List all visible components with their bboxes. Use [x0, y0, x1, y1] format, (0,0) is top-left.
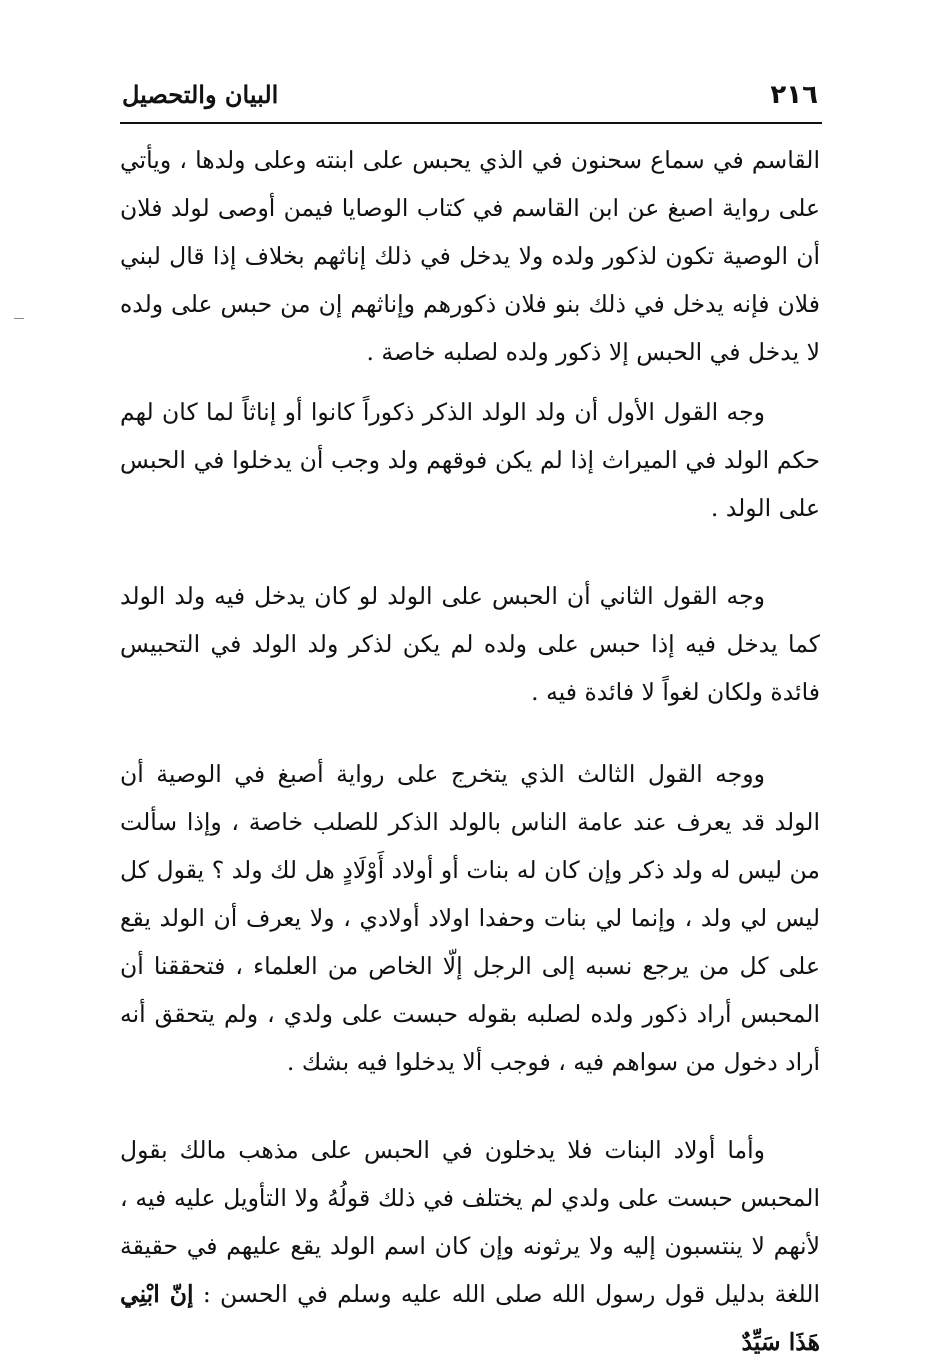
paragraph-5-text: وأما أولاد البنات فلا يدخلون في الحبس على مذهب مالك بقول المحبس حبست على ولدي لم يختلف في ذلك قولُهُ ولا التأويل عليه فيه ، لأنهم لا ينتسبون إليه ولا يرثونه وإن كان اسم الولد يقع عليهم في حقيقة اللغة بدليل قول رسول الله صلى الله عليه وسلم في الحسن : — [120, 1136, 820, 1308]
body-text — [120, 136, 820, 1366]
page-number: ٢١٦ — [770, 80, 818, 110]
paragraph-4: ووجه القول الثالث الذي يتخرج على رواية أصبغ في الوصية أن الولد قد يعرف عند عامة الناس بالولد الذكر للصلب خاصة ، وإذا سألت من ليس له ولد ذكر وإن كان له بنات أو أولاد أَوْلَادٍ هل لك ولد ؟ يقول كل ليس لي ولد ، وإنما لي بنات وحفدا اولاد أولادي ، ولا يعرف أن الولد يقع على كل من يرجع نسبه إلى الرجل إلّا الخاص من العلماء ، فتحققنا أن المحبس أراد ذكور ولده لصلبه بقوله حبست على ولدي ، ولم يتحقق أنه أراد دخول من سواهم فيه ، فوجب ألا يدخلوا فيه بشك . — [120, 760, 820, 1076]
margin-mark — [14, 318, 24, 319]
paragraph-1: القاسم في سماع سحنون في الذي يحبس على ابنته وعلى ولدها ، ويأتي على رواية اصبغ عن ابن القاسم في كتاب الوصايا فيمن أوصى لولد فلان أن الوصية تكون لذكور ولده ولا يدخل في ذلك إناثهم بخلاف إذا قال لبني فلان فإنه يدخل في ذلك بنو فلان ذكورهم وإناثهم إن من حبس على ولده لا يدخل في الحبس إلا ذكور ولده لصلبه خاصة . — [120, 146, 820, 366]
page-header — [120, 78, 822, 118]
running-title: البيان والتحصيل — [122, 80, 279, 109]
paragraph-5 — [120, 1126, 820, 1366]
paragraph-2: وجه القول الأول أن ولد الولد الذكر ذكوراً كانوا أو إناثاً لما كان لهم حكم الولد في الميراث إذا لم يكن فوقهم ولد وجب أن يدخلوا في الحبس على الولد . — [120, 398, 820, 522]
header-rule — [120, 122, 822, 124]
hadith-quote: إنّ ابْنِي هَذَا سَيِّدٌ — [120, 1280, 820, 1356]
paragraph-3: وجه القول الثاني أن الحبس على الولد لو كان يدخل فيه ولد الولد كما يدخل فيه إذا حبس على ولده لم يكن لذكر ولد الولد في التحبيس فائدة ولكان لغواً لا فائدة فيه . — [120, 582, 820, 706]
